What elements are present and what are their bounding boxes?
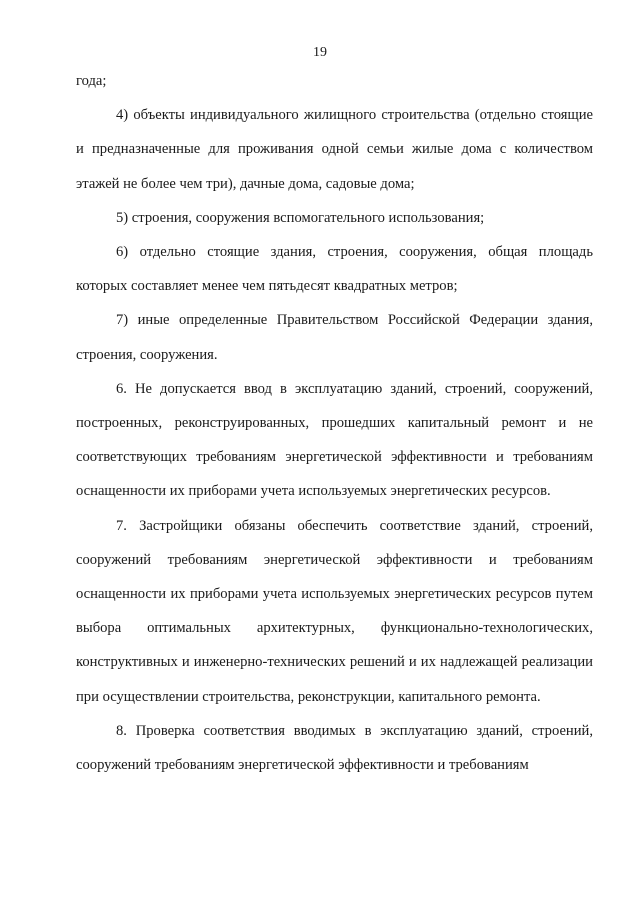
document-body: [76, 64, 593, 782]
paragraph-item-7: 7) иные определенные Правительством Российской Федерации здания, строения, сооружения.: [76, 312, 593, 363]
paragraph-item-4: 4) объекты индивидуального жилищного строительства (отдельно стоящие и предназначенные для проживания одной семьи жилые дома с количеством этажей не более чем три), дачные дома, садовые дома;: [76, 107, 593, 192]
page-number: 19: [313, 45, 327, 60]
paragraph-section-7: 7. Застройщики обязаны обеспечить соответствие зданий, строений, сооружений требованиям энергетической эффективности и требованиям оснащенности их приборами учета используемых энергетических ресурсов путем выбора оптимальных архитектурных, функционально-технологических, конструктивных и инженерно-технических решений и их надлежащей реализации при осуществлении строительства, реконструкции, капитального ремонта.: [76, 517, 593, 705]
paragraph-item-5: 5) строения, сооружения вспомогательного использования;: [116, 209, 485, 226]
paragraph-item-6: 6) отдельно стоящие здания, строения, сооружения, общая площадь которых составляет менее чем пятьдесят квадратных метров;: [76, 244, 593, 295]
paragraph-section-8: 8. Проверка соответствия вводимых в эксплуатацию зданий, строений, сооружений требованиям энергетической эффективности и требованиям: [76, 722, 593, 774]
paragraph-section-6: 6. Не допускается ввод в эксплуатацию зданий, строений, сооружений, построенных, реконструированных, прошедших капитальный ремонт и не соответствующих требованиям энергетической эффективности и требованиям оснащенности их приборами учета используемых энергетических ресурсов.: [76, 380, 593, 500]
paragraph-continuation: года;: [76, 73, 107, 89]
